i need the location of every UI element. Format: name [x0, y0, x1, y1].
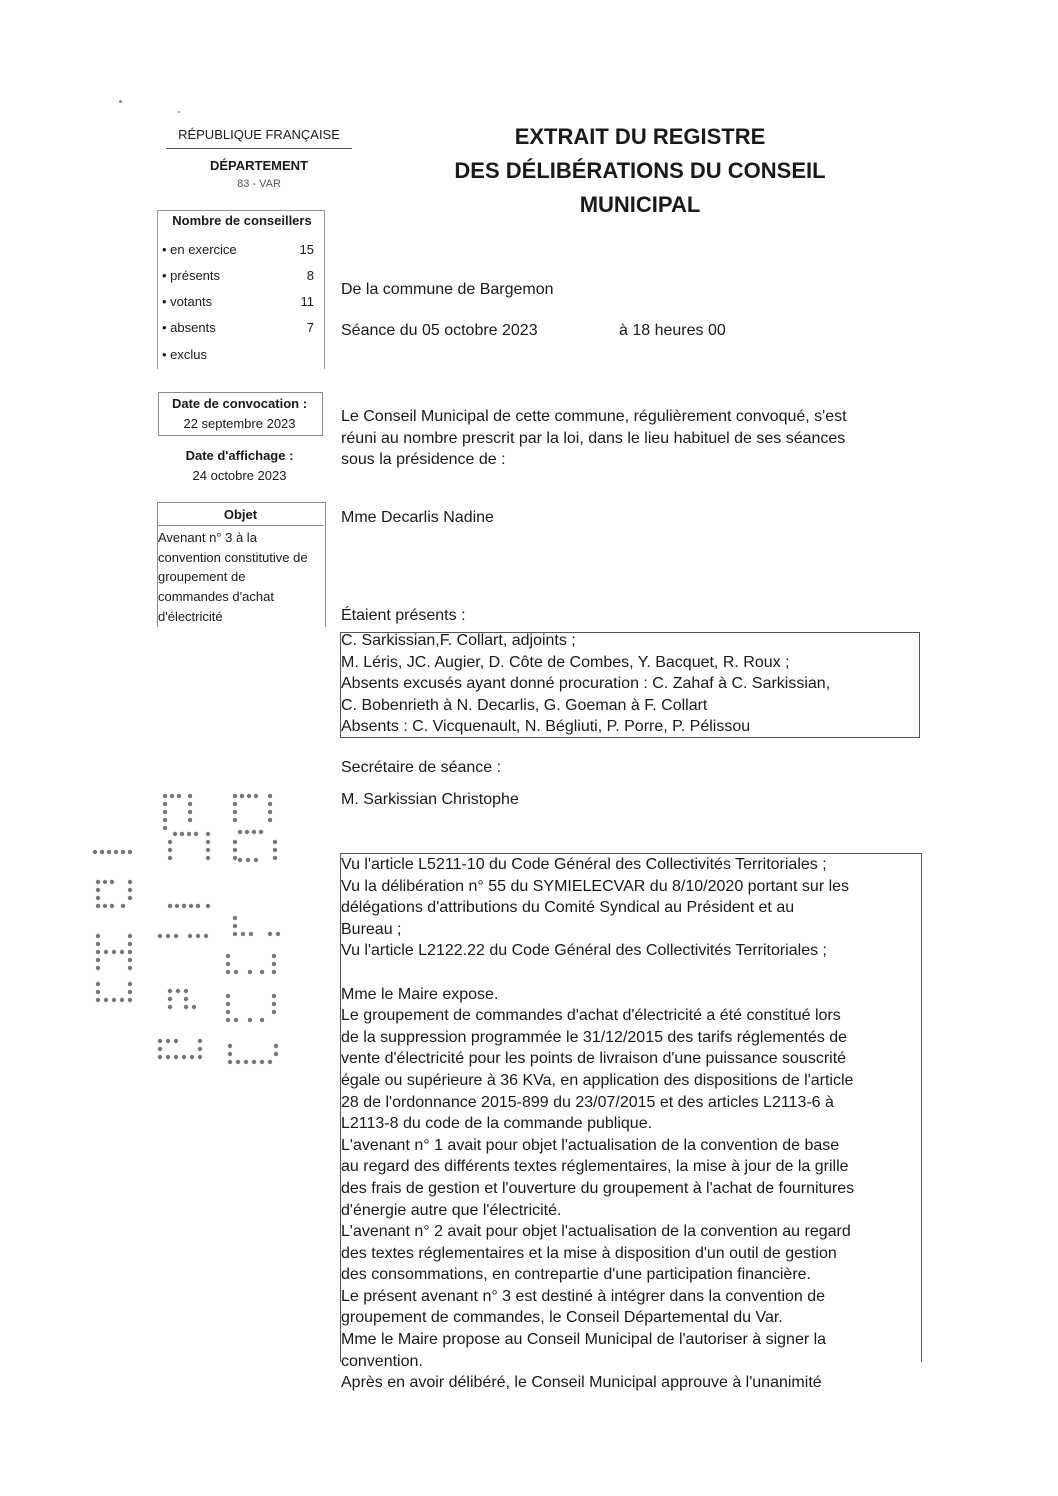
- objet-text: [158, 528, 324, 627]
- scan-speck: [178, 111, 180, 113]
- departement-label: DÉPARTEMENT: [210, 158, 308, 173]
- seance-date: Séance du 05 octobre 2023: [341, 322, 538, 339]
- body-line: Vu l'article L5211-10 du Code Général des Collectivités Territoriales ;: [341, 856, 827, 873]
- secretaire-name: M. Sarkissian Christophe: [341, 791, 519, 808]
- convocation-date: 22 septembre 2023: [183, 416, 296, 431]
- count-label: • votants: [162, 294, 213, 309]
- objet-line: convention constitutive de: [158, 549, 308, 565]
- objet-line: groupement de: [158, 569, 246, 585]
- body-line: [341, 962, 919, 984]
- seance-heure: à 18 heures 00: [619, 322, 726, 339]
- count-value: 11: [300, 294, 314, 309]
- presents-line: M. Léris, JC. Augier, D. Côte de Combes, Y. Bacquet, R. Roux ;: [341, 653, 790, 671]
- title-line: MUNICIPAL: [579, 192, 701, 217]
- body-line: Bureau ;: [341, 920, 402, 938]
- count-label: • exclus: [162, 347, 208, 362]
- count-row: [162, 268, 314, 283]
- secretaire-label: Secrétaire de séance :: [341, 759, 502, 776]
- body-line: 28 de l'ordonnance 2015-899 du 23/07/2015 et des articles L2113-6 à: [341, 1093, 834, 1111]
- body-line: des textes réglementaires et la mise à disposition d'un outil de gestion: [341, 1244, 837, 1262]
- body-line: L'avenant n° 2 avait pour objet l'actualisation de la convention au regard: [341, 1223, 851, 1241]
- body-line: Après en avoir délibéré, le Conseil Municipal approuve à l'unanimité: [341, 1374, 822, 1392]
- body-line: Vu la délibération n° 55 du SYMIELECVAR du 8/10/2020 portant sur les: [341, 877, 850, 895]
- republique-label: RÉPUBLIQUE FRANÇAISE: [178, 127, 340, 142]
- count-row: [162, 347, 314, 362]
- presents-line: C. Bobenrieth à N. Decarlis, G. Goeman à F. Collart: [341, 696, 708, 714]
- commune-line: De la commune de Bargemon: [341, 281, 554, 298]
- body-line: des frais de gestion et l'ouverture du groupement à l'achat de fournitures: [341, 1179, 855, 1197]
- intro-line: réuni au nombre prescrit par la loi, dans le lieu habituel de ses séances: [341, 429, 846, 447]
- dotted-stamp-icon: [90, 786, 290, 1076]
- body-line: groupement de commandes, le Conseil Départemental du Var.: [341, 1309, 783, 1327]
- objet-line: Avenant n° 3 à la: [158, 530, 257, 545]
- intro-line: sous la présidence de :: [341, 451, 506, 469]
- count-label: • présents: [162, 268, 221, 283]
- count-label: • en exercice: [162, 242, 237, 257]
- body-line: des consommations, en contrepartie d'une participation financière.: [341, 1266, 811, 1284]
- intro-paragraph: [341, 406, 911, 471]
- presidente: Mme Decarlis Nadine: [341, 509, 494, 526]
- count-row: [162, 242, 314, 257]
- intro-line: Le Conseil Municipal de cette commune, régulièrement convoqué, s'est: [341, 408, 847, 425]
- deliberation-body: [341, 854, 919, 1394]
- body-line: Le présent avenant n° 3 est destiné à intégrer dans la convention de: [341, 1287, 826, 1305]
- presents-list: [341, 630, 917, 738]
- body-line: Mme le Maire expose.: [341, 985, 499, 1003]
- body-line: L2113-8 du code de la commande publique.: [341, 1115, 653, 1133]
- document-title: [340, 120, 940, 222]
- body-line: égale ou supérieure à 36 KVa, en application des dispositions de l'article: [341, 1071, 854, 1089]
- presents-label: Étaient présents :: [341, 607, 466, 624]
- body-line: au regard des différents textes réglementaires, la mise à jour de la grille: [341, 1158, 849, 1176]
- objet-heading: Objet: [157, 507, 324, 526]
- count-row: [162, 294, 314, 309]
- presents-line: Absents : C. Vicquenault, N. Bégliuti, P. Porre, P. Pélissou: [341, 718, 751, 736]
- body-line: Mme le Maire propose au Conseil Municipal de l'autoriser à signer la: [341, 1331, 827, 1349]
- scan-speck: [119, 100, 122, 103]
- count-value: 15: [299, 242, 314, 257]
- divider: [166, 148, 352, 149]
- count-value: 7: [306, 320, 314, 335]
- body-line: Vu l'article L2122.22 du Code Général des Collectivités Territoriales ;: [341, 942, 827, 960]
- body-line: Le groupement de commandes d'achat d'électricité a été constitué lors: [341, 1007, 841, 1025]
- objet-line: commandes d'achat: [158, 589, 274, 605]
- body-line: de la suppression programmée le 31/12/2015 des tarifs réglementés de: [341, 1028, 848, 1046]
- affichage-label: Date d'affichage :: [185, 448, 294, 463]
- count-value: 8: [306, 268, 314, 283]
- presents-line: Absents excusés ayant donné procuration : C. Zahaf à C. Sarkissian,: [341, 675, 831, 693]
- title-line: EXTRAIT DU REGISTRE: [514, 124, 766, 149]
- body-line: vente d'électricité pour les points de livraison d'une puissance souscrité: [341, 1050, 847, 1068]
- body-line: délégations d'attributions du Comité Syndical au Président et au: [341, 899, 795, 917]
- departement-value: 83 - VAR: [237, 178, 281, 190]
- title-line: DES DÉLIBÉRATIONS DU CONSEIL: [454, 158, 826, 183]
- count-row: [162, 320, 314, 335]
- conseillers-box: [157, 210, 325, 369]
- objet-line: d'électricité: [158, 608, 223, 624]
- conseillers-heading: Nombre de conseillers: [172, 213, 312, 228]
- count-label: • absents: [162, 320, 216, 335]
- affichage-date: 24 octobre 2023: [192, 468, 287, 483]
- convocation-label: Date de convocation :: [171, 396, 308, 411]
- body-line: L'avenant n° 1 avait pour objet l'actualisation de la convention de base: [341, 1136, 840, 1154]
- body-line: d'énergie autre que l'électricité.: [341, 1201, 562, 1219]
- body-line: convention.: [341, 1352, 423, 1370]
- presents-line: C. Sarkissian,F. Collart, adjoints ;: [341, 632, 576, 649]
